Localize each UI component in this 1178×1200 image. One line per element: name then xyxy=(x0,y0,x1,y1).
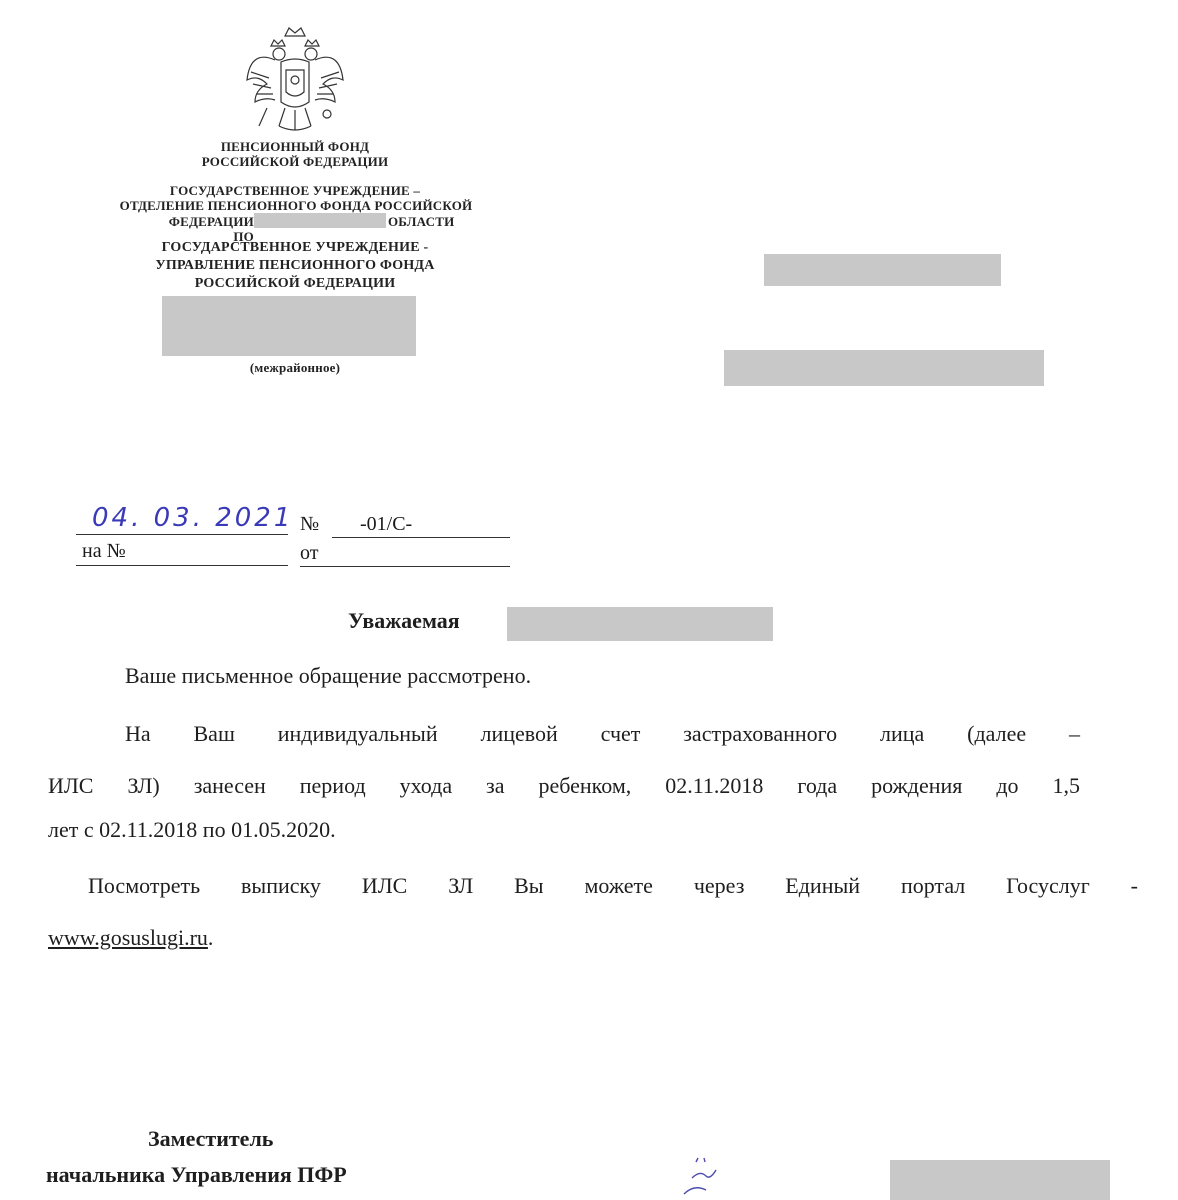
from-label: от xyxy=(300,542,319,564)
on-number-line xyxy=(76,565,288,566)
number-line xyxy=(332,537,510,538)
recipient-address-redacted xyxy=(724,350,1044,386)
org-name-line: ОТДЕЛЕНИЕ ПЕНСИОННОГО ФОНДА РОССИЙСКОЙ xyxy=(119,198,473,213)
paragraph: На Ваш индивидуальный лицевой счет застрахованного лица (далее – xyxy=(125,721,1080,746)
org-name-line: ФЕДЕРАЦИИ ПО xyxy=(168,214,254,244)
number-label: № xyxy=(300,513,320,535)
signatory-name-redacted xyxy=(890,1160,1110,1200)
signatory-title: Заместитель xyxy=(148,1126,274,1151)
link-suffix: . xyxy=(207,925,214,950)
handwritten-date: 04. 03. 2021 xyxy=(92,503,294,533)
on-number-label: на № xyxy=(82,540,126,562)
paragraph: лет с 02.11.2018 по 01.05.2020. xyxy=(48,817,336,842)
paragraph: Посмотреть выписку ИЛС ЗЛ Вы можете через Единый портал Госуслуг - xyxy=(88,873,1138,898)
paragraph: Ваше письменное обращение рассмотрено. xyxy=(125,663,532,688)
org-name-line: ГОСУДАРСТВЕННОЕ УЧРЕЖДЕНИЕ - xyxy=(161,240,429,255)
gosuslugi-link-line xyxy=(48,914,213,962)
org-name-line: (межрайонное) xyxy=(249,360,341,375)
number-value: -01/С- xyxy=(360,513,413,535)
gosuslugi-link[interactable]: www.gosuslugi.ru xyxy=(48,925,208,950)
org-name-line: РОССИЙСКОЙ ФЕДЕРАЦИИ xyxy=(201,154,389,169)
org-name-line: ГОСУДАРСТВЕННОЕ УЧРЕЖДЕНИЕ – xyxy=(169,183,421,198)
org-name-line: УПРАВЛЕНИЕ ПЕНСИОННОГО ФОНДА xyxy=(155,258,435,273)
paragraph: ИЛС ЗЛ) занесен период ухода за ребенком, 02.11.2018 года рождения до 1,5 xyxy=(48,773,1080,798)
recipient-redacted xyxy=(764,254,1001,286)
org-name-line: ОБЛАСТИ xyxy=(388,214,455,229)
org-name-line: РОССИЙСКОЙ ФЕДЕРАЦИИ xyxy=(194,276,396,291)
from-line xyxy=(300,566,510,567)
salutation: Уважаемая xyxy=(348,608,460,633)
signatory-title: начальника Управления ПФР xyxy=(46,1162,347,1187)
org-name-line: ПЕНСИОННЫЙ ФОНД xyxy=(220,139,370,154)
date-line xyxy=(76,534,288,535)
handwritten-signature xyxy=(676,1148,736,1200)
redacted-region xyxy=(162,296,416,356)
redacted-region xyxy=(254,213,386,228)
recipient-name-redacted xyxy=(507,607,773,641)
coat-of-arms-icon xyxy=(245,22,345,137)
